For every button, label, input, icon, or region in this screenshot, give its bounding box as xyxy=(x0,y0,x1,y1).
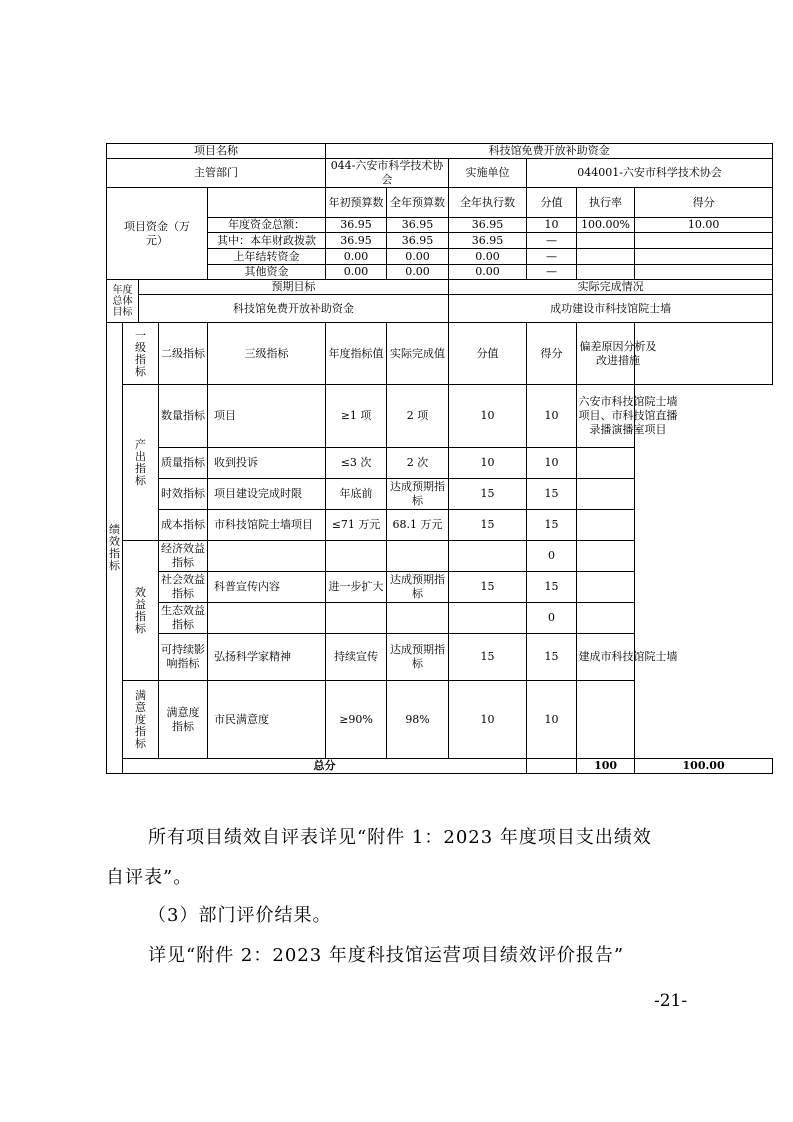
l3-indicator: 科普宣传内容 xyxy=(208,572,326,603)
ind-header: 三级指标 xyxy=(208,323,326,385)
ind-header: 实际完成值 xyxy=(387,323,449,385)
l2-indicator: 时效指标 xyxy=(159,479,208,510)
target-value: ≥90% xyxy=(326,681,387,759)
note xyxy=(577,541,635,572)
target-value: 持续宣传 xyxy=(326,634,387,681)
l3-indicator: 项目建设完成时限 xyxy=(208,479,326,510)
l2-indicator: 可持续影响指标 xyxy=(159,634,208,681)
score: 15 xyxy=(449,634,527,681)
ind-header: 二级指标 xyxy=(159,323,208,385)
target-value xyxy=(326,541,387,572)
fund-cell: 36.95 xyxy=(326,218,387,233)
got: 15 xyxy=(527,479,577,510)
actual-value xyxy=(387,603,449,634)
actual-value: 68.1 万元 xyxy=(387,510,449,541)
body-paragraph: 所有项目绩效自评表详见“附件 1：2023 年度项目支出绩效 xyxy=(148,827,652,848)
fund-header: 年初预算数 xyxy=(326,188,387,218)
note: 建成市科技馆院士墙 xyxy=(577,634,635,681)
target-value: 年底前 xyxy=(326,479,387,510)
fund-cell: 0.00 xyxy=(449,249,527,265)
actual-value: 2 项 xyxy=(387,385,449,448)
score: 15 xyxy=(449,510,527,541)
total-got: 100.00 xyxy=(635,759,773,774)
fund-header-blank xyxy=(208,188,326,218)
got: 15 xyxy=(527,572,577,603)
fund-header: 分值 xyxy=(527,188,577,218)
score: 15 xyxy=(449,479,527,510)
section-heading: （3）部门评价结果。 xyxy=(148,905,332,926)
l3-indicator: 弘扬科学家精神 xyxy=(208,634,326,681)
target-value: ≤71 万元 xyxy=(326,510,387,541)
fund-cell: — xyxy=(527,233,577,249)
l2-indicator: 满意度指标 xyxy=(159,681,208,759)
l2-indicator: 社会效益指标 xyxy=(159,572,208,603)
l2-indicator: 质量指标 xyxy=(159,448,208,479)
page-number: -21- xyxy=(654,991,688,1011)
total-blank xyxy=(527,759,577,774)
score: 15 xyxy=(449,572,527,603)
fund-cell: 0.00 xyxy=(387,249,449,265)
score: 10 xyxy=(449,448,527,479)
note xyxy=(577,572,635,603)
l2-indicator: 成本指标 xyxy=(159,510,208,541)
l2-indicator: 生态效益指标 xyxy=(159,603,208,634)
fund-cell: 100.00% xyxy=(577,218,635,233)
fund-cell: 0.00 xyxy=(326,265,387,280)
fund-cell xyxy=(635,265,773,280)
note xyxy=(577,603,635,634)
fund-cell xyxy=(577,249,635,265)
fund-cell: 36.95 xyxy=(387,233,449,249)
score: 10 xyxy=(449,385,527,448)
l3-indicator: 市科技馆院士墙项目 xyxy=(208,510,326,541)
output-indicator-label: 产出指标 xyxy=(123,385,159,541)
fund-row-label: 其中：本年财政拨款 xyxy=(208,233,326,249)
target-value xyxy=(326,603,387,634)
fund-cell: 36.95 xyxy=(387,218,449,233)
fund-cell: 0.00 xyxy=(387,265,449,280)
fund-cell: 36.95 xyxy=(449,233,527,249)
actual-value: 达成预期指标 xyxy=(387,634,449,681)
fund-cell: 0.00 xyxy=(326,249,387,265)
satisfaction-indicator-label: 满意度指标 xyxy=(123,681,159,759)
project-name-label: 项目名称 xyxy=(107,144,326,159)
target-value: 进一步扩大 xyxy=(326,572,387,603)
got: 10 xyxy=(527,448,577,479)
fund-cell xyxy=(635,249,773,265)
fund-cell xyxy=(577,265,635,280)
l3-indicator xyxy=(208,603,326,634)
note xyxy=(577,448,635,479)
l3-indicator: 市民满意度 xyxy=(208,681,326,759)
dept-value: 044-六安市科学技术协会 xyxy=(326,159,449,188)
dept-label: 主管部门 xyxy=(107,159,326,188)
fund-cell: 36.95 xyxy=(326,233,387,249)
fund-cell: — xyxy=(527,249,577,265)
got: 10 xyxy=(527,681,577,759)
fund-header: 执行率 xyxy=(577,188,635,218)
fund-row-label: 其他资金 xyxy=(208,265,326,280)
body-paragraph: 详见“附件 2：2023 年度科技馆运营项目绩效评价报告” xyxy=(148,945,625,966)
annual-goal-label: 年度总体目标 xyxy=(107,280,139,323)
l3-indicator xyxy=(208,541,326,572)
actual-value: 98% xyxy=(387,681,449,759)
actual-value: 达成预期指标 xyxy=(387,572,449,603)
note xyxy=(577,510,635,541)
actual-value xyxy=(387,541,449,572)
ind-header: 分值 xyxy=(449,323,527,385)
score xyxy=(449,541,527,572)
got: 10 xyxy=(527,385,577,448)
total-label: 总分 xyxy=(123,759,527,774)
target-value: ≥1 项 xyxy=(326,385,387,448)
got: 15 xyxy=(527,510,577,541)
fund-cell: 36.95 xyxy=(449,218,527,233)
perf-indicator-label: 绩效指标 xyxy=(107,323,123,774)
ind-header: 年度指标值 xyxy=(326,323,387,385)
planned-goal: 科技馆免费开放补助资金 xyxy=(139,295,449,323)
l3-indicator: 收到投诉 xyxy=(208,448,326,479)
actual-value: 达成预期指标 xyxy=(387,479,449,510)
impl-value: 044001-六安市科学技术协会 xyxy=(527,159,773,188)
score xyxy=(449,603,527,634)
impl-label: 实施单位 xyxy=(449,159,527,188)
performance-evaluation-table xyxy=(106,143,773,774)
fund-header: 全年执行数 xyxy=(449,188,527,218)
benefit-indicator-label: 效益指标 xyxy=(123,541,159,681)
note xyxy=(577,479,635,510)
fund-cell xyxy=(577,233,635,249)
fund-cell: 0.00 xyxy=(449,265,527,280)
l2-indicator: 经济效益指标 xyxy=(159,541,208,572)
ind-header-l1: 一级指标 xyxy=(123,323,159,385)
actual-value: 2 次 xyxy=(387,448,449,479)
got: 15 xyxy=(527,634,577,681)
target-value: ≤3 次 xyxy=(326,448,387,479)
fund-cell: 10.00 xyxy=(635,218,773,233)
got: 0 xyxy=(527,603,577,634)
planned-label: 预期目标 xyxy=(139,280,449,295)
ind-header: 偏差原因分析及改进措施 xyxy=(577,323,635,385)
got: 0 xyxy=(527,541,577,572)
fund-header: 全年预算数 xyxy=(387,188,449,218)
ind-header: 得分 xyxy=(527,323,577,385)
fund-row-label: 年度资金总额： xyxy=(208,218,326,233)
project-name-value: 科技馆免费开放补助资金 xyxy=(326,144,773,159)
actual-goal: 成功建设市科技馆院士墙 xyxy=(449,295,773,323)
note: 六安市科技馆院士墙项目、市科技馆直播录播演播室项目 xyxy=(577,385,635,448)
fund-cell: — xyxy=(527,265,577,280)
fund-label: 项目资金（万元） xyxy=(107,188,208,280)
score: 10 xyxy=(449,681,527,759)
fund-cell: 10 xyxy=(527,218,577,233)
note xyxy=(577,681,635,759)
l3-indicator: 项目 xyxy=(208,385,326,448)
l2-indicator: 数量指标 xyxy=(159,385,208,448)
fund-header: 得分 xyxy=(635,188,773,218)
fund-row-label: 上年结转资金 xyxy=(208,249,326,265)
fund-cell xyxy=(635,233,773,249)
actual-label: 实际完成情况 xyxy=(449,280,773,295)
body-paragraph: 自评表”。 xyxy=(106,867,193,888)
total-score: 100 xyxy=(577,759,635,774)
